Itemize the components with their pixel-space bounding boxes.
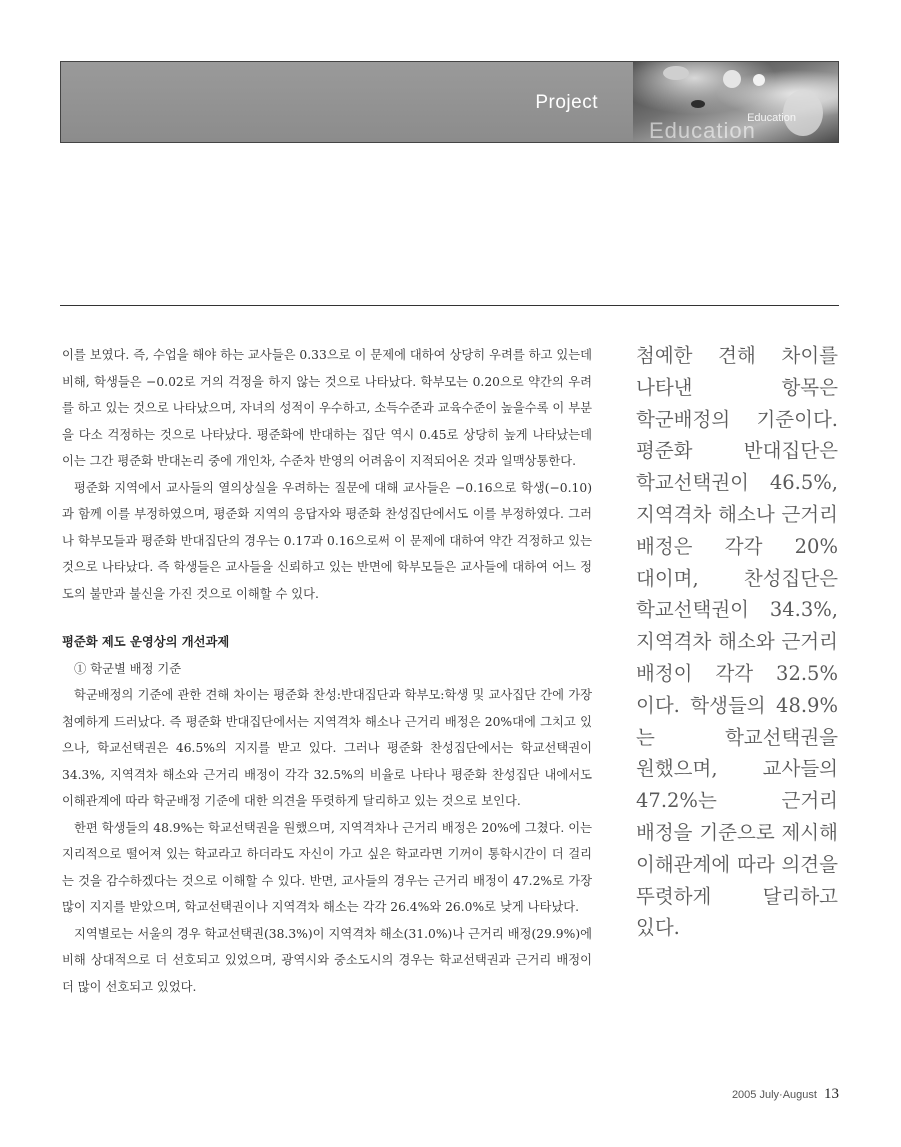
paragraph: 한편 학생들의 48.9%는 학교선택권을 원했으며, 지역격차나 근거리 배정은 20%에 그쳤다. 이는 지리적으로 떨어져 있는 학교라고 하더라도 자신이 가고 싶은 학교라면 기꺼이 통학시간이 더 걸리는 것을 감수하겠다는 것으로 이해할 수 있다. 반면, 교사들의 경우는 근거리 배정이 47.2%로 가장 많이 지지를 받았으며, 학교선택권이나 지역격차 해소는 각각 26.4%와 26.0%로 낮게 나타났다. — [62, 820, 592, 914]
photo-caption-large: Education — [649, 118, 756, 142]
photo-shape — [723, 70, 741, 88]
article-body — [62, 342, 592, 1000]
pull-quote: 첨예한 견해 차이를 나타낸 항목은 학군배정의 기준이다. 평준화 반대집단은 학교선택권이 46.5%, 지역격차 해소나 근거리 배정은 각각 20%대이며, 찬성집단은 학교선택권이 34.3%, 지역격차 해소와 근거리 배정이 각각 32.5%이다. 학생들의 48.9%는 학교선택권을 원했으며, 교사들의 47.2%는 근거리 배정을 기준으로 제시해 이해관계에 따라 의견을 뚜렷하게 달리하고 있다. — [636, 344, 838, 940]
photo-shape — [691, 100, 705, 108]
page-number: 13 — [824, 1086, 839, 1102]
paragraph: 지역별로는 서울의 경우 학교선택권(38.3%)이 지역격차 해소(31.0%)나 근거리 배정(29.9%)에 비해 상대적으로 더 선호되고 있었으며, 광역시와 중소도시의 경우는 학교선택권과 근거리 배정이 더 많이 선호되고 있었다. — [62, 926, 592, 994]
header-banner — [60, 61, 839, 143]
section-heading: 평준화 제도 운영상의 개선과제 — [62, 635, 230, 649]
page-footer — [732, 1086, 839, 1103]
paragraph: 학군배정의 기준에 관한 견해 차이는 평준화 찬성:반대집단과 학부모:학생 및 교사집단 간에 가장 첨예하게 드러났다. 즉 평준화 반대집단에서는 지역격차 해소나 근거리 배정은 20%대에 그치고 있으나, 학교선택권은 46.5%의 지지를 받고 있다. 그러나 평준화 찬성집단에서는 학교선택권이 34.3%, 지역격차 해소와 근거리 배정이 각각 32.5%의 비율로 나타나 평준화 찬성집단 내에서도 이해관계에 따라 학군배정 기준에 대한 의견을 뚜렷하게 달리하고 있는 것으로 보인다. — [62, 688, 592, 808]
issue-date: 2005 July·August — [731, 1089, 817, 1101]
paragraph: 이를 보였다. 즉, 수업을 해야 하는 교사들은 0.33으로 이 문제에 대하여 상당히 우려를 하고 있는데 비해, 학생들은 −0.02로 거의 걱정을 하지 않는 것으로 나타났다. 학부모는 0.20으로 약간의 우려를 하고 있는 것으로 나타났으며, 자녀의 성적이 우수하고, 소득수준과 교육수준이 높을수록 이 부분을 다소 걱정하는 것으로 나타났다. 평준화에 반대하는 집단 역시 0.45로 상당히 높게 나타났는데 이는 그간 평준화 반대논리 중에 개인차, 수준차 반영의 어려움이 지적되어온 것과 일맥상통한다. — [62, 348, 592, 468]
header-photo — [633, 62, 838, 142]
section-title: Project — [535, 92, 598, 113]
subheading: ① 학군별 배정 기준 — [74, 661, 182, 676]
photo-caption-small: Education — [747, 112, 796, 124]
section-divider — [60, 305, 839, 306]
paragraph: 평준화 지역에서 교사들의 열의상실을 우려하는 질문에 대해 교사들은 −0.16으로 학생(−0.10)과 함께 이를 부정하였으며, 평준화 지역의 응답자와 평준화 찬성집단에서도 이를 부정하였다. 그러나 학부모들과 평준화 반대집단의 경우는 0.17과 0.16으로써 이 문제에 대하여 약간 걱정하고 있는 것으로 나타났다. 즉 학생들은 교사들을 신뢰하고 있는 반면에 학부모들은 교사들에 대하여 어느 정도의 불만과 불신을 가진 것으로 이해할 수 있다. — [62, 480, 592, 601]
photo-shape — [753, 74, 765, 86]
photo-shape — [663, 66, 689, 80]
